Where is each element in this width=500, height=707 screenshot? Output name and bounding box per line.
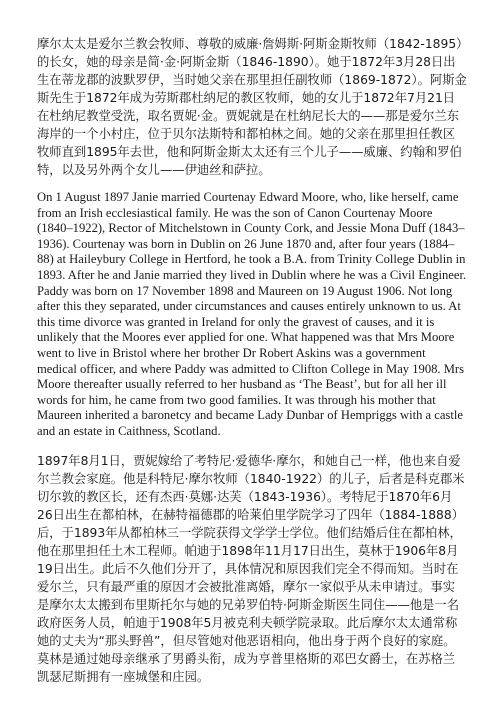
chinese-translation-paragraph: 1897年8月1日，贾妮嫁给了考特尼·爱德华·摩尔，和她自己一样，他也来自爱尔兰教会家庭。他是科特尼·摩尔牧师（1840-1922）的儿子，后者是科克郡米切尔敦的教区长，还有杰西·莫娜·达芙（1843-1936）。考特尼于1870年6月26日出生在都柏林，在赫特福德郡的哈莱伯里学院学习了四年（1884-1888）后，于1893年从都柏林三一学院获得文学学士学位。他们结婚后住在都柏林，他在那里担任土木工程师。帕迪于1898年11月17日出生，莫林于1906年8月19日出生。此后不久他们分开了，具体情况和原因我们完全不得而知。当时在爱尔兰，只有最严重的原因才会被批准离婚，摩尔一家似乎从未申请过。事实是摩尔太太搬到布里斯托尔与她的兄弟罗伯特·阿斯金斯医生同住——他是一名政府医务人员，帕迪于1908年5月被克利夫顿学院录取。此后摩尔太太通常称她的丈夫为“那头野兽”，但尽管她对他恶语相向，他出身于两个良好的家庭。莫林是通过她母亲继承了男爵头衔，成为亨普里格斯的邓巴女爵士，在苏格兰凯瑟尼斯拥有一座城堡和庄园。 [37, 453, 465, 684]
chinese-intro-paragraph: 摩尔太太是爱尔兰教会牧师、尊敬的威廉·詹姆斯·阿斯金斯牧师（1842-1895）的长女，她的母亲是简·金·阿斯金斯（1846-1890）。她于1872年3月28日出生在蒂龙郡的波默罗伊，当时她父亲在那里担任副牧师（1869-1872）。阿斯金斯先生于1872年成为劳斯郡杜纳尼的教区牧师，她的女儿于1872年7月21日在杜纳尼教堂受洗，取名贾妮·金。贾妮就是在杜纳尼长大的——那是爱尔兰东海岸的一个小村庄，位于贝尔法斯特和都柏林之间。她的父亲在那里担任教区牧师直到1895年去世，他和阿斯金斯太太还有三个儿子——威廉、约翰和罗伯特，以及另外两个女儿——伊迪丝和萨拉。 [37, 37, 467, 177]
document-page [37, 35, 467, 686]
english-paragraph: On 1 August 1897 Janie married Courtenay Edward Moore, who, like herself, came from an Irish ecclesiastical family. He was the son of Canon Courtenay Moore (1840–1922), Rector of Mitchelstown in County Cork, and Jessie Mona Duff (1843–1936). Courtenay was born in Dublin on 26 June 1870 and, after four years (1884–88) at Haileybury College in Hertford, he took a B.A. from Trinity College Dublin in 1893. After he and Janie married they lived in Dublin where he was a Civil Engineer. Paddy was born on 17 November 1898 and Maureen on 19 August 1906. Not long after this they separated, under circumstances and causes entirely unknown to us. At this time divorce was granted in Ireland for only the gravest of causes, and it is unlikely that the Moores ever applied for one. What happened was that Mrs Moore went to live in Bristol where her brother Dr Robert Askins was a government medical officer, and where Paddy was admitted to Clifton College in May 1908. Mrs Moore thereafter usually referred to her husband as ‘The Beast’, but for all her ill words for him, he came from two good families. It was through his mother that Maureen inherited a baronetcy and became Lady Dunbar of Hempriggs with a castle and an estate in Caithness, Scotland. [37, 190, 467, 438]
